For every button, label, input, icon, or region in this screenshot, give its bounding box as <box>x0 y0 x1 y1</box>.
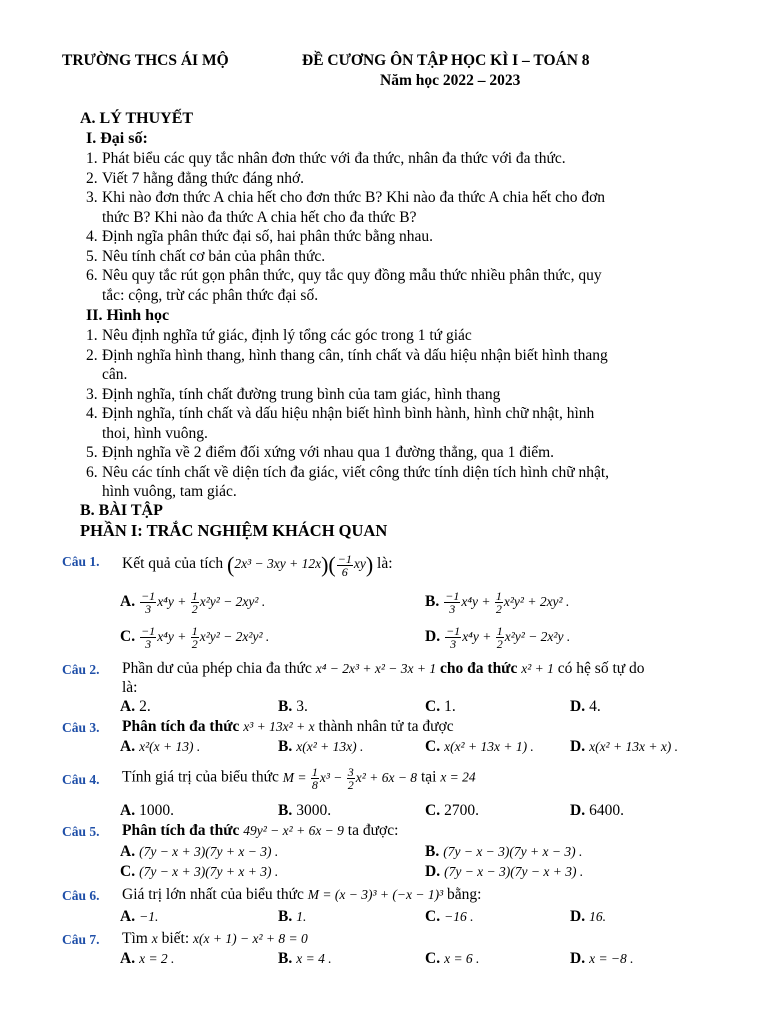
question-text: Kết quả của tích <box>122 555 224 573</box>
answer-option[interactable]: A. x = 2 . <box>120 950 175 967</box>
expression: 49y² − x² + 6x − 9 <box>243 823 344 838</box>
list-item: 1. Phát biểu các quy tắc nhân đơn thức với đa thức, nhân đa thức với đa thức. <box>86 150 566 167</box>
list-item: 1. Nêu định nghĩa tứ giác, định lý tổng các góc trong 1 tứ giác <box>86 327 472 344</box>
answer-option[interactable]: A. x²(x + 13) . <box>120 738 201 755</box>
list-item: 3. Khi nào đơn thức A chia hết cho đơn thức B? Khi nào đa thức A chia hết cho đơn thức B? Khi nào đa thức A chia hết cho đa thức B? <box>86 189 606 226</box>
answer-option[interactable]: C. x = 6 . <box>425 950 480 967</box>
answer-option[interactable]: D. $\frac{-1}{3}$ x⁴y + $\frac{1}{2}$ x²y² − 2x²y . <box>425 624 571 651</box>
expression: x(x + 1) − x² + 8 = 0 <box>193 931 308 946</box>
answer-option[interactable]: D. 16. <box>570 908 606 925</box>
question-text-after: là: <box>377 555 393 573</box>
answer-option[interactable]: B. 1. <box>278 908 307 925</box>
list-item: 5. Nêu tính chất cơ bản của phân thức. <box>86 247 326 265</box>
expression: x³ + 13x² + x <box>243 719 315 734</box>
document-page: TRƯỜNG THCS ÁI MỘ ĐỀ CƯƠNG ÔN TẬP HỌC KÌ I – TOÁN 8 Năm học 2022 – 2023 A. LÝ THUYẾT I. Đại số: 1. Phát biểu các quy tắc nhân đơn thức với đa thức, nhân đa thức với đa thức. 2. Viết 7 hằng đẳng thức đáng nhớ. 3. Khi nào đơn thức A chia hết cho đơn thức B? Khi nào đa thức A chia hết cho đơn thức B? Khi nào đa thức A chia hết cho đa thức B? 4. Định ngĩa phân thức đại số, hai phân thức bằng nhau. 5. Nêu tính chất cơ bản của phân thức. 6. Nêu quy tắc rút gọn phân thức, quy tắc quy đồng mẫu thức nhiều phân thức, quy tắc: cộng, trừ các phân thức đại số. II. Hình học 1. Nêu định nghĩa tứ giác, định lý tổng các góc trong 1 tứ giác 2. Định nghĩa hình thang, hình thang cân, tính chất và dấu hiệu nhận biết hình thang cân. 3. Định nghĩa, tính chất đường trung bình của tam giác, hình thang 4. Định nghĩa, tính chất và dấu hiệu nhận biết hình bình hành, hình chữ nhật, hình thoi, hình vuông. 5. Định nghĩa về 2 điểm đối xứng với nhau qua 1 đường thẳng, qua 1 điểm. 6. Nêu các tính chất về diện tích đa giác, viết công thức tính diện tích hình chữ nhật, hình vuông, tam giác. B. BÀI TẬP PHẦN I: TRẮC NGHIỆM KHÁCH QUAN Câu 1. Kết quả của tích (2x³ − 3xy + 12x)( $\frac{-1}{6}$ xy) là: A. $\frac{-1}{3}$ x⁴y + $\frac{1}{2}$ x²y² − 2xy² . B. $\frac{-1}{3}$ x⁴y + $\frac{1}{2}$ x²y² + 2xy² . C. $\frac{-1}{3}$ x⁴y + $\frac{1}{2}$ x²y² − 2x²y² . D. $\frac{-1}{3}$ x⁴y + $\frac{1}{2}$ x²y² − 2x²y . Câu 2. Phần dư của phép chia đa thức x⁴ − 2x³ + x² − 3x + 1 cho đa thức x² + 1 có hệ số tự do là: A. 2. B. 3. C. 1. D. 4. Câu 3. Phân tích đa thức x³ + 13x² + x thành nhân tử ta được A. x²(x + 13) . B. x(x² + 13x) . C. x(x² + 13x + 1) . D. x(x² + 13x + x) . Câu 4. Tính giá trị của biểu thức M = $\frac{1}{8}$ x³ − $\frac{3}{2}$ x² + 6x − 8 tại x = 24 A. 1000. B. 3000. C. 2700. D. 6400. Câu 5. Phân tích đa thức 49y² − x² + 6x − 9 ta được: A. (7y − x + 3)(7y + x − 3) . B. (7y − x − 3)(7y + x − 3) . C. (7y − x + 3)(7y + x + 3) . D. (7y − x − 3)(7y − x + 3) . Câu 6. Giá trị lớn nhất của biểu thức M = (x − 3)³ + (−x − 1)³ bằng: A. −1. B. 1. C. −16 . D. 16. Câu 7. Tìm x biết: x(x + 1) − x² + 8 = 0 A. x = 2 . B. x = 4 . C. x = 6 . D. x = −8 . <box>0 0 768 1024</box>
answer-option[interactable]: A. 2. <box>120 698 151 715</box>
expression: x⁴ − 2x³ + x² − 3x + 1 <box>315 661 437 676</box>
answer-option[interactable]: A. (7y − x + 3)(7y + x − 3) . <box>120 843 279 860</box>
list-item: 2. Viết 7 hằng đẳng thức đáng nhớ. <box>86 169 305 187</box>
expression: M = (x − 3)³ + (−x − 1)³ <box>307 887 444 902</box>
answer-option[interactable]: A. $\frac{-1}{3}$ x⁴y + $\frac{1}{2}$ x²y² − 2xy² . <box>120 589 266 616</box>
list-item: 4. Định nghĩa, tính chất và dấu hiệu nhận biết hình bình hành, hình chữ nhật, hình thoi, hình vuông. <box>86 405 595 442</box>
answer-option[interactable]: B. $\frac{-1}{3}$ x⁴y + $\frac{1}{2}$ x²y² + 2xy² . <box>425 589 570 616</box>
list-item: 3. Định nghĩa, tính chất đường trung bình của tam giác, hình thang <box>86 385 501 403</box>
list-item: 6. Nêu quy tắc rút gọn phân thức, quy tắc quy đồng mẫu thức nhiều phân thức, quy tắc: cộng, trừ các phân thức đại số. <box>86 267 602 304</box>
expression: 2x³ − 3xy + 12x <box>234 556 322 572</box>
answer-option[interactable]: A. 1000. <box>120 802 174 819</box>
list-item: 5. Định nghĩa về 2 điểm đối xứng với nhau qua 1 đường thẳng, qua 1 điểm. <box>86 444 555 461</box>
answer-option[interactable]: C. $\frac{-1}{3}$ x⁴y + $\frac{1}{2}$ x²y² − 2x²y² . <box>120 624 270 651</box>
question-label: Câu 1. <box>62 554 100 569</box>
school-year: Năm học 2022 – 2023 <box>380 72 521 89</box>
part1-heading: PHẦN I: TRẮC NGHIỆM KHÁCH QUAN <box>80 521 388 540</box>
answer-option[interactable]: C. 2700. <box>425 802 479 819</box>
answer-option[interactable]: D. 6400. <box>570 802 624 819</box>
exercises-heading: B. BÀI TẬP <box>80 502 163 519</box>
answer-option[interactable]: B. x(x² + 13x) . <box>278 738 364 755</box>
answer-option[interactable]: C. 1. <box>425 698 456 715</box>
answer-option[interactable]: C. −16 . <box>425 908 474 925</box>
list-item: 2. Định nghĩa hình thang, hình thang cân, tính chất và dấu hiệu nhận biết hình thang cân. <box>86 346 608 383</box>
list-item: 4. Định ngĩa phân thức đại số, hai phân thức bằng nhau. <box>86 228 434 245</box>
answer-option[interactable]: A. −1. <box>120 908 159 925</box>
list-item: 6. Nêu các tính chất về diện tích đa giác, viết công thức tính diện tích hình chữ nhật, hình vuông, tam giác. <box>86 463 610 500</box>
fraction: $\frac{-1}{6}$ <box>337 551 352 579</box>
document-title: ĐỀ CƯƠNG ÔN TẬP HỌC KÌ I – TOÁN 8 <box>302 52 590 69</box>
theory-heading: A. LÝ THUYẾT <box>80 110 194 127</box>
answer-option[interactable]: D. 4. <box>570 698 601 715</box>
answer-option[interactable]: B. 3. <box>278 698 308 715</box>
geometry-heading: II. Hình học <box>86 307 170 324</box>
answer-option[interactable]: D. x = −8 . <box>570 950 634 967</box>
answer-option[interactable]: C. x(x² + 13x + 1) . <box>425 738 534 755</box>
answer-option[interactable]: D. x(x² + 13x + x) . <box>570 738 679 755</box>
school-name: TRƯỜNG THCS ÁI MỘ <box>62 52 229 69</box>
answer-option[interactable]: B. (7y − x − 3)(7y + x − 3) . <box>425 843 583 860</box>
answer-option[interactable]: C. (7y − x + 3)(7y + x + 3) . <box>120 863 279 880</box>
algebra-heading: I. Đại số: <box>86 130 148 147</box>
answer-option[interactable]: D. (7y − x − 3)(7y − x + 3) . <box>425 863 584 880</box>
answer-option[interactable]: B. 3000. <box>278 802 332 819</box>
answer-option[interactable]: B. x = 4 . <box>278 950 332 967</box>
